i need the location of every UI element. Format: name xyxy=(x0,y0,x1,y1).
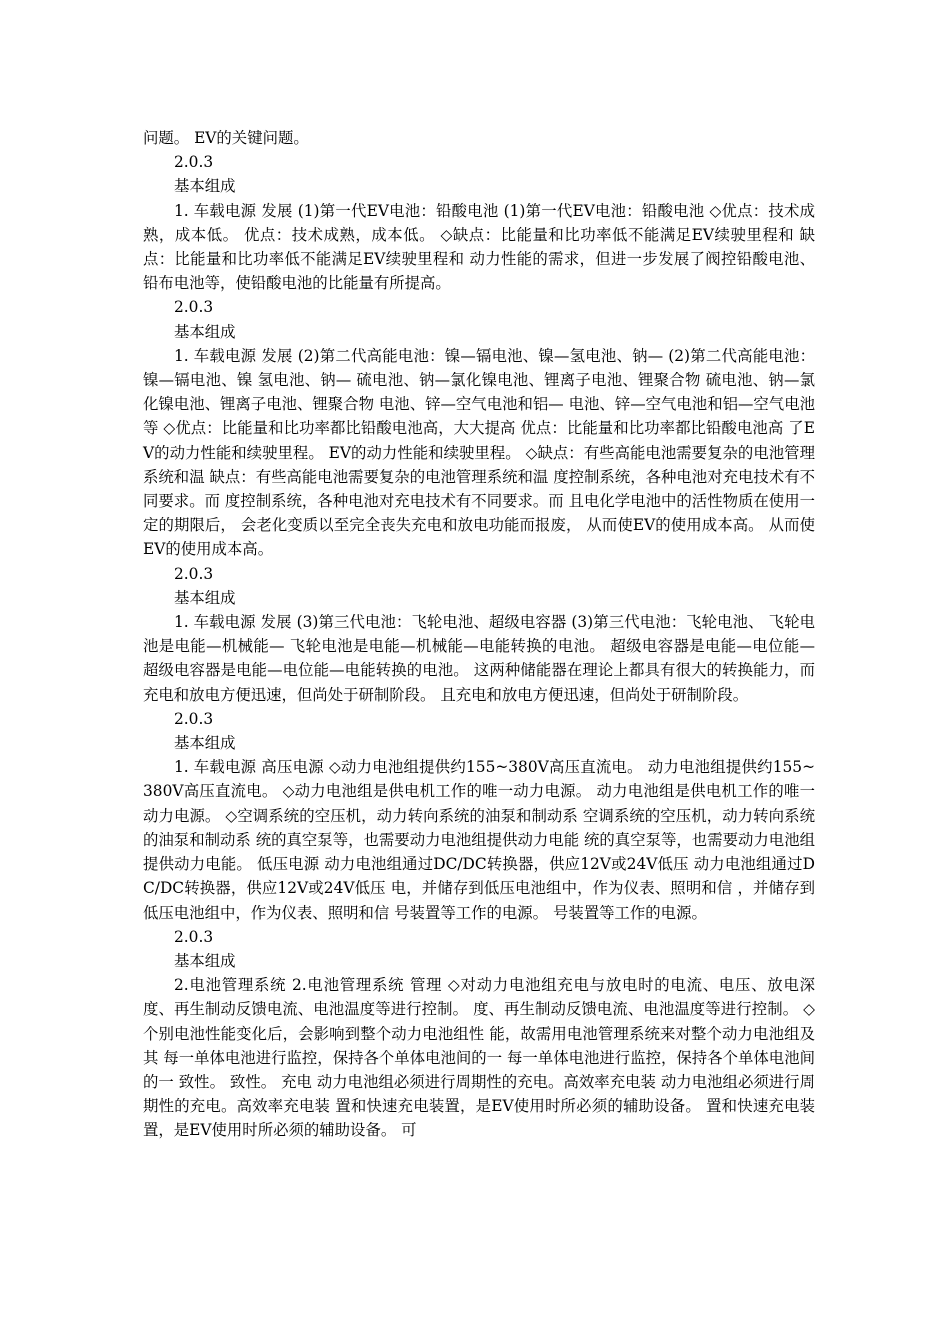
paragraph-battery-management: 2.电池管理系统 2.电池管理系统 管理 ◇对动力电池组充电与放电时的电流、电压、放电深 度、再生制动反馈电流、电池温度等进行控制。 度、再生制动反馈电流、电池温度等进行控制。 ◇个别电池性能变化后，会影响到整个动力电池组性 能，故需用电池管理系统来对整个动力电池组及其 每一单体电池进行监控，保持各个单体电池间的一 每一单体电池进行监控，保持各个单体电池间的一 致性。 致性。 充电 动力电池组必须进行周期性的充电。高效率充电装 动力电池组必须进行周期性的充电。高效率充电装 置和快速充电装置，是EV使用时所必须的辅助设备。 置和快速充电装置，是EV使用时所必须的辅助设备。 可 xyxy=(143,976,815,1140)
paragraph-continuation: 问题。 EV的关键问题。 xyxy=(143,129,309,147)
paragraph-first-gen-battery: 1. 车载电源 发展 (1)第一代EV电池：铅酸电池 (1)第一代EV电池：铅酸电池 ◇优点：技术成熟，成本低。 优点：技术成熟，成本低。 ◇缺点：比能量和比功率低不能满足EV续驶里程和 缺点：比能量和比功率低不能满足EV续驶里程和 动力性能的需求，但进一步发展了阀控铅酸电池、 铅布电池等，使铅酸电池的比能量有所提高。 xyxy=(143,201,815,293)
paragraph-high-low-voltage: 1. 车载电源 高压电源 ◇动力电池组提供约155~380V高压直流电。 动力电池组提供约155~380V高压直流电。 ◇动力电池组是供电机工作的唯一动力电源。 动力电池组是供电机工作的唯一动力电源。 ◇空调系统的空压机，动力转向系统的油泵和制动系 空调系统的空压机，动力转向系统的油泵和制动系 统的真空泵等，也需要动力电池组提供动力电能 统的真空泵等，也需要动力电池组提供动力电能。 低压电源 动力电池组通过DC/DC转换器，供应12V或24V低压 动力电池组通过DC/DC转换器，供应12V或24V低压 电，并储存到低压电池组中，作为仪表、照明和信 ，并储存到低压电池组中，作为仪表、照明和信 号装置等工作的电源。 号装置等工作的电源。 xyxy=(143,758,815,922)
section-heading: 基本组成 xyxy=(174,951,236,970)
section-number: 2.0.3 xyxy=(174,709,214,728)
section-number: 2.0.3 xyxy=(174,927,214,946)
section-heading: 基本组成 xyxy=(174,322,236,341)
document-body xyxy=(143,126,815,1143)
section-number: 2.0.3 xyxy=(174,564,214,583)
paragraph-third-gen-battery: 1. 车载电源 发展 (3)第三代电池：飞轮电池、超级电容器 (3)第三代电池：飞轮电池、 飞轮电池是电能—机械能— 飞轮电池是电能—机械能—电能转换的电池。 超级电容器是电能—电位能— 超级电容器是电能—电位能—电能转换的电池。 这两种储能器在理论上都具有很大的转换能力，而 充电和放电方便迅速，但尚处于研制阶段。 且充电和放电方便迅速，但尚处于研制阶段。 xyxy=(143,613,815,704)
section-number: 2.0.3 xyxy=(174,153,214,172)
section-heading: 基本组成 xyxy=(174,734,236,753)
section-heading: 基本组成 xyxy=(174,177,236,196)
paragraph-second-gen-battery: 1. 车载电源 发展 (2)第二代高能电池：镍—镉电池、镍—氢电池、钠— (2)第二代高能电池：镍—镉电池、镍 氢电池、钠— 硫电池、钠—氯化镍电池、锂离子电池、锂聚合物 硫电池、钠—氯化镍电池、锂离子电池、锂聚合物 电池、锌—空气电池和铝— 电池、锌—空气电池和铝—空气电池等 ◇优点：比能量和比功率都比铅酸电池高，大大提高 优点：比能量和比功率都比铅酸电池高 了EV的动力性能和续驶里程。 EV的动力性能和续驶里程。 ◇缺点：有些高能电池需要复杂的电池管理系统和温 缺点：有些高能电池需要复杂的电池管理系统和温 度控制系统，各种电池对充电技术有不同要求。而 度控制系统，各种电池对充电技术有不同要求。而 且电化学电池中的活性物质在使用一定的期限后， 会老化变质以至完全丧失充电和放电功能而报废， 从而使EV的使用成本高。 从而使EV的使用成本高。 xyxy=(143,346,815,559)
section-heading: 基本组成 xyxy=(174,588,236,607)
section-number: 2.0.3 xyxy=(174,298,214,317)
